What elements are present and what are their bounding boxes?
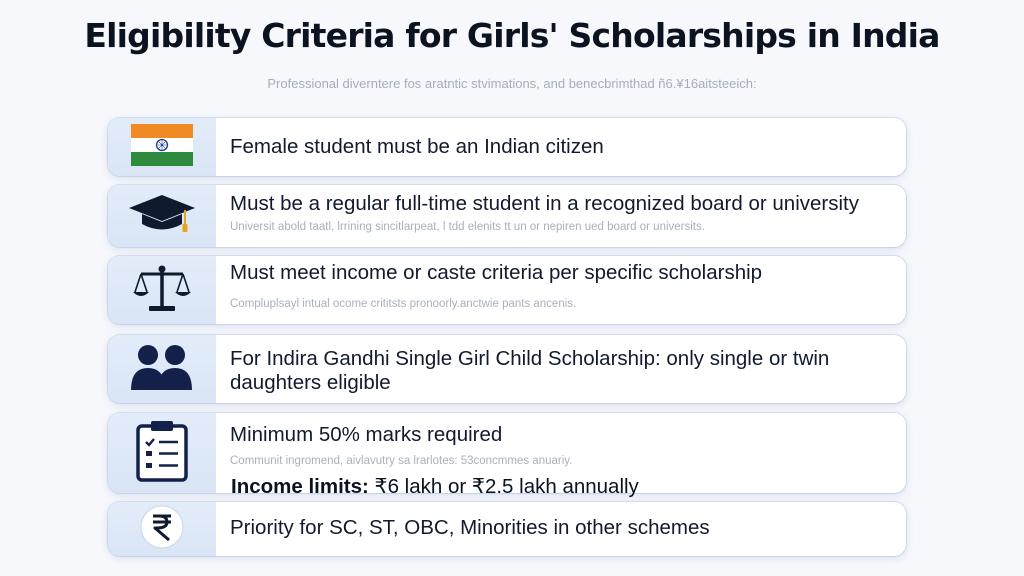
clipboard-icon xyxy=(135,420,189,487)
criteria-card-single-girl xyxy=(108,335,906,403)
criteria-text: Priority for SC, ST, OBC, Minorities in other schemes xyxy=(230,516,710,539)
indian-flag-icon xyxy=(131,124,193,171)
criteria-text: Minimum 50% marks required xyxy=(230,423,503,446)
graduation-cap-icon xyxy=(127,191,197,242)
page-subtitle: Professional diverntere fos aratntic stvimations, and benecbrimthad ñ6.¥16aitsteeich: xyxy=(267,76,757,91)
criteria-subtext: Compluplsayl intual ocome crititsts pronoorly.anctwie pants ancenis. xyxy=(230,298,577,310)
criteria-card-income-caste xyxy=(108,256,906,324)
criteria-text: For Indira Gandhi Single Girl Child Scholarship: only single or twin daughters eligible xyxy=(230,347,830,394)
two-people-icon xyxy=(129,342,195,397)
page-title: Eligibility Criteria for Girls' Scholarships in India xyxy=(84,16,940,55)
criteria-text: Must meet income or caste criteria per specific scholarship xyxy=(230,261,763,284)
criteria-subtext: Communit ingromend, aivlavutry sa lrarlotes: 53concmmes anuariy. xyxy=(230,455,573,467)
criteria-card-citizenship xyxy=(108,118,906,176)
criteria-card-priority xyxy=(108,502,906,556)
criteria-card-student xyxy=(108,185,906,247)
rupee-coin-icon xyxy=(139,504,185,555)
scales-icon xyxy=(133,262,191,319)
criteria-text: Must be a regular full-time student in a recognized board or university xyxy=(230,192,859,215)
income-limits-line xyxy=(231,474,639,499)
income-limits-value: ₹6 lakh or ₹2.5 lakh annually xyxy=(368,475,639,498)
criteria-subtext: Universit abold taatl, lrrining sincitlarpeat, l tdd elenits tt un or nepiren ued board or universits. xyxy=(230,221,705,233)
income-limits-label: Income limits: xyxy=(231,475,369,498)
criteria-text: Female student must be an Indian citizen xyxy=(230,135,604,158)
